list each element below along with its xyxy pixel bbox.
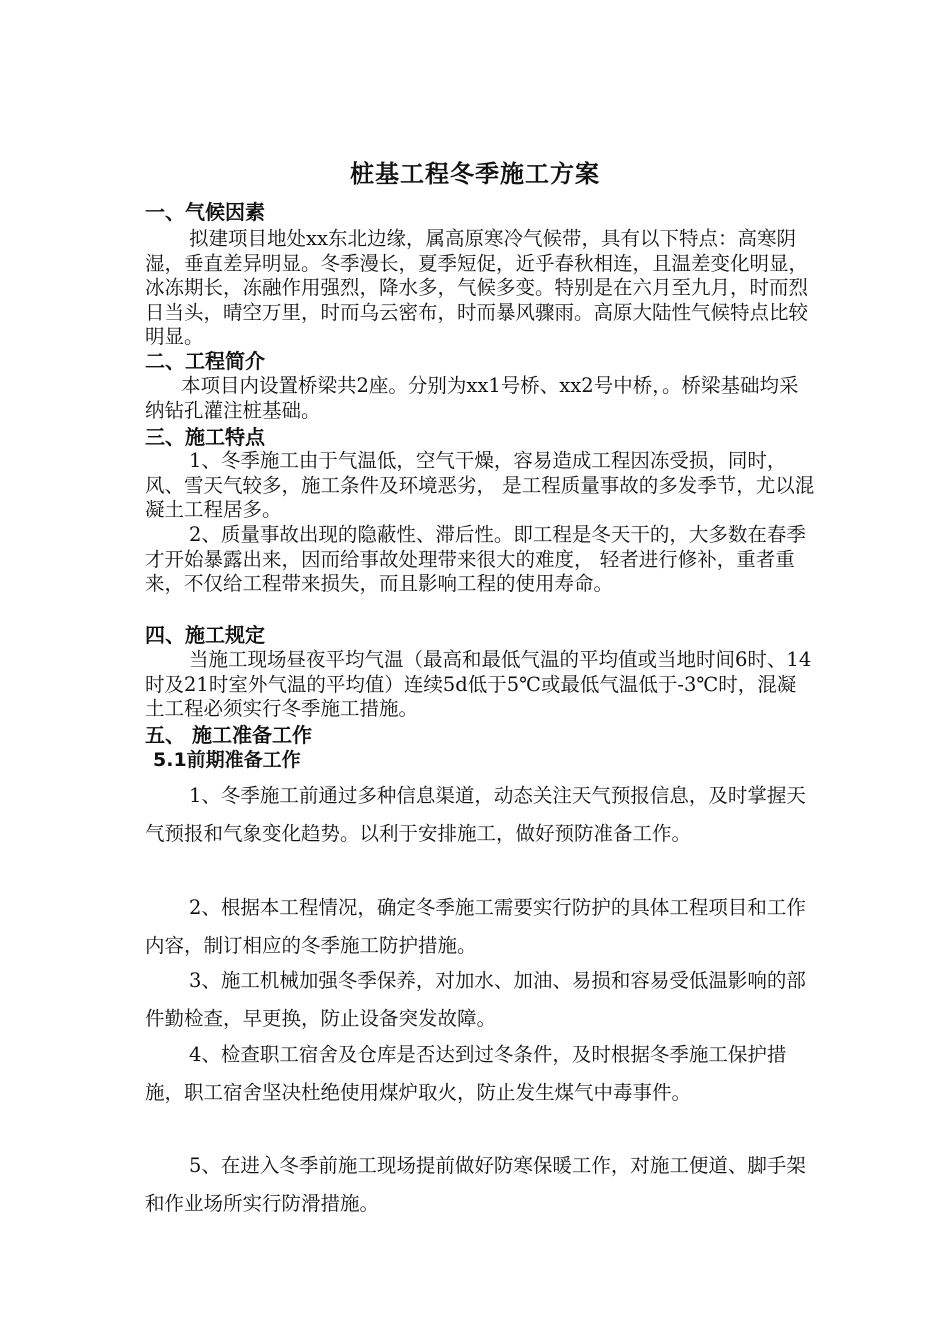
section-heading-preparation: 五、 施工准备工作 bbox=[145, 723, 312, 747]
list-item-prep-5-text: 5、在进入冬季前施工现场提前做好防寒保暖工作，对施工便道、脚手架和作业场所实行防滑措施。 bbox=[145, 1154, 806, 1215]
list-item-prep-2 bbox=[145, 889, 815, 965]
list-item-prep-4-text: 4、检查职工宿舍及仓库是否达到过冬条件，及时根据冬季施工保护措施，职工宿舍坚决杜绝使用煤炉取火，防止发生煤气中毒事件。 bbox=[145, 1043, 787, 1104]
paragraph-climate bbox=[145, 227, 815, 350]
paragraph-project-intro-text: 本项目内设置桥梁共2座。分别为xx1号桥、xx2号中桥，。桥梁基础均采纳钻孔灌注桩基础。 bbox=[145, 374, 799, 422]
paragraph-climate-text: 拟建项目地处xx东北边缘，属高原寒冷气候带，具有以下特点：高寒阴湿，垂直差异明显。冬季漫长，夏季短促，近乎春秋相连，且温差变化明显，冰冻期长，冻融作用强烈，降水多，气候多变。特别是在六月至九月，时而烈日当头，晴空万里，时而乌云密布，时而暴风骤雨。高原大陆性气候特点比较明显。 bbox=[145, 227, 809, 349]
list-item-prep-2-text: 2、根据本工程情况，确定冬季施工需要实行防护的具体工程项目和工作内容，制订相应的冬季施工防护措施。 bbox=[145, 896, 806, 957]
section-heading-project-intro: 二、工程简介 bbox=[145, 349, 265, 373]
paragraph-feature-1-text: 1、冬季施工由于气温低，空气干燥，容易造成工程因冻受损，同时，风、雪天气较多，施工条件及环境恶劣， 是工程质量事故的多发季节，尤以混凝土工程居多。 bbox=[145, 449, 815, 522]
paragraph-feature-1 bbox=[145, 449, 815, 523]
paragraph-feature-2 bbox=[145, 523, 815, 597]
paragraph-feature-2-text: 2、质量事故出现的隐蔽性、滞后性。即工程是冬天干的，大多数在春季才开始暴露出来，因而给事故处理带来很大的难度， 轻者进行修补，重者重来，不仅给工程带来损失，而且影响工程的使用寿命。 bbox=[145, 523, 806, 596]
paragraph-regulations bbox=[145, 648, 815, 722]
section-heading-construction-features: 三、施工特点 bbox=[145, 425, 265, 449]
list-item-prep-5 bbox=[145, 1147, 815, 1223]
list-item-prep-1 bbox=[145, 777, 815, 853]
section-heading-regulations: 四、施工规定 bbox=[145, 623, 265, 647]
list-item-prep-1-text: 1、冬季施工前通过多种信息渠道，动态关注天气预报信息，及时掌握天气预报和气象变化趋势。以利于安排施工，做好预防准备工作。 bbox=[145, 784, 806, 845]
document-title: 桩基工程冬季施工方案 bbox=[350, 160, 600, 188]
paragraph-project-intro bbox=[145, 374, 815, 423]
list-item-prep-3-text: 3、施工机械加强冬季保养，对加水、加油、易损和容易受低温影响的部件勤检查，早更换，防止设备突发故障。 bbox=[145, 969, 806, 1030]
list-item-prep-4 bbox=[145, 1036, 815, 1112]
list-item-prep-3 bbox=[145, 962, 815, 1038]
section-heading-climate: 一、气候因素 bbox=[145, 200, 265, 224]
paragraph-regulations-text: 当施工现场昼夜平均气温（最高和最低气温的平均值或当地时间6时、14时及21时室外气温的平均值）连续5d低于5℃或最低气温低于-3℃时，混凝土工程必须实行冬季施工措施。 bbox=[145, 648, 812, 721]
subsection-heading-preliminary: 5.1前期准备工作 bbox=[153, 749, 301, 771]
